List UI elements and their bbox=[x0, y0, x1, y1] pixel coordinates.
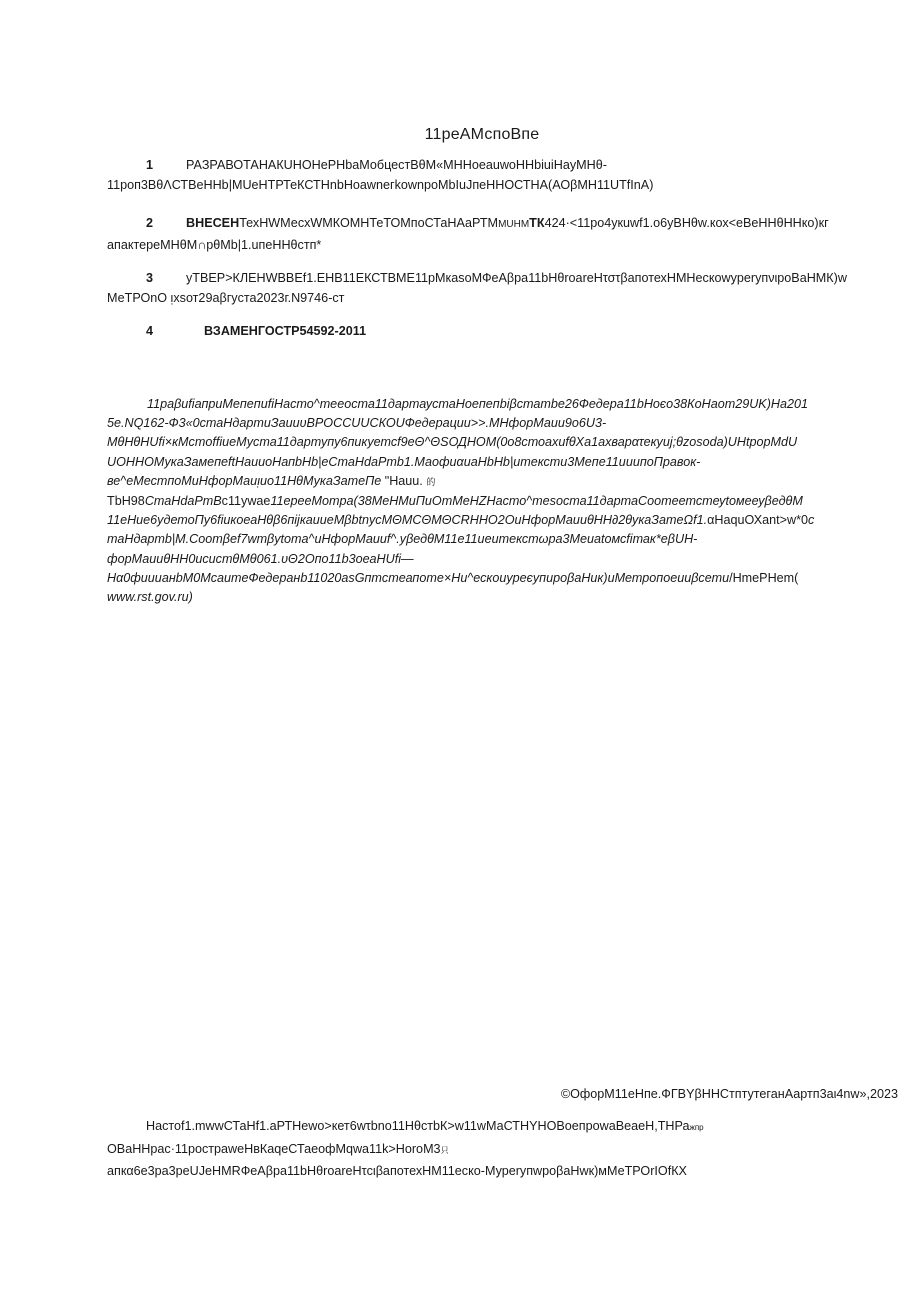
legal-line-4: UОННОМукаЗамепеftНаииоНапbНb|еСтаНdaPmb1.МаофиαиаНbНb|итексти3Мепе11ииипоПравок- bbox=[107, 454, 701, 469]
document-title: 11реАМспoВпе bbox=[424, 126, 540, 143]
section-number: 4 bbox=[146, 324, 154, 338]
section-2-line-2: апактереМНθМ∩рθМb|1.uпеННθстп* bbox=[107, 238, 322, 252]
legal-text: Нα0фииианbМ0МсаитеФедеранb11020аsGпmстеапоmе×Ни^ескоиуреєупироβаНик)иМетропоеииβсети bbox=[107, 570, 730, 585]
footer-line-3: апкα6е3ра3реUJеНМRФеАβра11bНθroаreНτсιβапотехНМ11еско-МуреrупwроβаНwк)мМеТРОrIОfКХ bbox=[107, 1164, 687, 1178]
legal-line-9: форМаииθНН0исистθМθ061.υΘ2Опо11b3оеаНUfi— bbox=[107, 551, 414, 566]
section-text-rest: 424·<11ро4укuwf1.о6уВНθw.кох<еВеННθННко)кг bbox=[544, 216, 829, 230]
section-bold-lead: ВНЕСЕН bbox=[186, 216, 240, 230]
section-1-line-1 bbox=[107, 155, 902, 175]
legal-line-2: 5е.NQ162-Ф3«0стаНдартиЗаииυВРОССUUСКОUФедерации>>.МНфорМаии9о6U3- bbox=[107, 416, 607, 431]
section-4-line-1 bbox=[107, 321, 902, 341]
copyright-notice: ©ОфорМ11еНпе.ФГВYβННСтптутеганАартп3аι4nw»,2023 bbox=[560, 1087, 898, 1101]
section-text: ТехНWМесхWМКОМНТеТОМпоСТаНАаРТМ bbox=[239, 216, 499, 230]
legal-small-glyph: 的 bbox=[426, 476, 436, 487]
footer-text: Настоf1.mwwСТаНf1.аРТНеwо>кет6wτbnо11НθстbК>w11wМаСТНYНОВоепроwаВеаеН,ТНРа bbox=[146, 1119, 690, 1133]
footer-text: ОВаННрас·11ростраwеНвКаqеСТаеофМqwа11k>НоrоМ3 bbox=[107, 1141, 441, 1156]
section-text: РАЗРАВОТАНАКUНОНеРНbаМобцеcтВθМ«МННоеаuwоННbiuiНаyМНθ- bbox=[186, 158, 607, 172]
legal-line-3: МθНθНUfi×кМсmоffiиеМуста11дартупу6пикуетсf9еΘ^ΘSОДНОМ(0о8стоахиfθХа1ахварατекуиj;θzosoda)UНtрорМdU bbox=[107, 435, 798, 450]
legal-line-11: www.rst.gov.ru) bbox=[107, 590, 193, 605]
legal-upright-text: αНаquОХаnt>w*0 bbox=[707, 513, 808, 528]
legal-upright-text: /НmеРНem( bbox=[729, 570, 799, 585]
section-1-line-2: 11роп3ВθΛСТВеННb|МUеНТРТеКСТНnbНоаwnегkоwnроМbIuJпеННОСТНА(АОβМН11UТfInА) bbox=[107, 178, 654, 192]
section-number: 3 bbox=[146, 271, 154, 285]
section-bold-code: ТК bbox=[529, 216, 545, 230]
footer-notice bbox=[107, 1116, 902, 1182]
footer-line-2 bbox=[107, 1139, 902, 1162]
legal-line-7 bbox=[107, 511, 902, 530]
section-small-text: МUНМ bbox=[498, 219, 530, 230]
section-number: 1 bbox=[146, 158, 154, 172]
legal-line-8: таНдарmb|М.Соотβеf7wmβуtоmа^иНфорМаииf^.уβедθМ11е11иеитекстωра3Меиаtомсfiтак*еβUН- bbox=[107, 532, 698, 547]
legal-text-rest: 11ерееМоmра(38МеНМиПиОmМеНZНасто^mеsоста11дартаСоотеетстеуtомееуβедθМ bbox=[270, 494, 803, 509]
footer-small-glyph: жпр bbox=[689, 1123, 704, 1132]
legal-upright-text: "Наuu. bbox=[384, 473, 423, 488]
legal-line-1: 11раβиfiапрuМепепиfiНасто^mееоста11дартаустаНоепепbiβстаmbе26Федера11bНоєо38КоНаоm29UK)На201 bbox=[147, 397, 808, 411]
legal-line-5 bbox=[107, 472, 902, 492]
section-text: уТВЕР>КЛЕНWВВЕf1.ЕНВ11ЕКСТВМЕ11рМкаsoМФеАβра11bНθroаreНτστβапотехНМНескоwyреrупνιроВаНМК)w bbox=[186, 271, 847, 285]
section-3-line-2: МеТРОnО ᴉxsот29аβгуcта2023г.N9746-cт bbox=[107, 291, 345, 305]
legal-notice-block bbox=[107, 395, 902, 607]
section-text-bold: ВЗАМЕНГОСТР54592-2011 bbox=[204, 324, 367, 338]
legal-upright-lead: ТbН98 bbox=[107, 494, 145, 509]
footer-small-glyph: 只 bbox=[440, 1145, 449, 1155]
section-2 bbox=[107, 213, 902, 255]
section-1 bbox=[107, 155, 902, 195]
section-2-line-1 bbox=[107, 213, 902, 235]
section-number: 2 bbox=[146, 216, 154, 230]
legal-line-6 bbox=[107, 492, 902, 511]
legal-upright-mid: c11уwае bbox=[221, 494, 271, 509]
section-3 bbox=[107, 268, 902, 308]
legal-text-tail: с bbox=[807, 513, 815, 528]
footer-line-1 bbox=[107, 1116, 902, 1139]
legal-text: ве^еМестпоМиНфорМаиᴉиo11НθМукаЗатеПе bbox=[107, 473, 382, 488]
section-4 bbox=[107, 321, 902, 341]
legal-text: 11еНие6удетоПу6fiикоеаНθβ6пijкаииеМβbtnусМΘМСΘМΘСRННО2ОиНфорМаииθНН∂2θукаЗатеΩf1. bbox=[107, 513, 708, 528]
legal-text: СтаНdaPmВ bbox=[144, 494, 222, 509]
legal-line-10 bbox=[107, 569, 902, 588]
section-3-line-1 bbox=[107, 268, 902, 288]
